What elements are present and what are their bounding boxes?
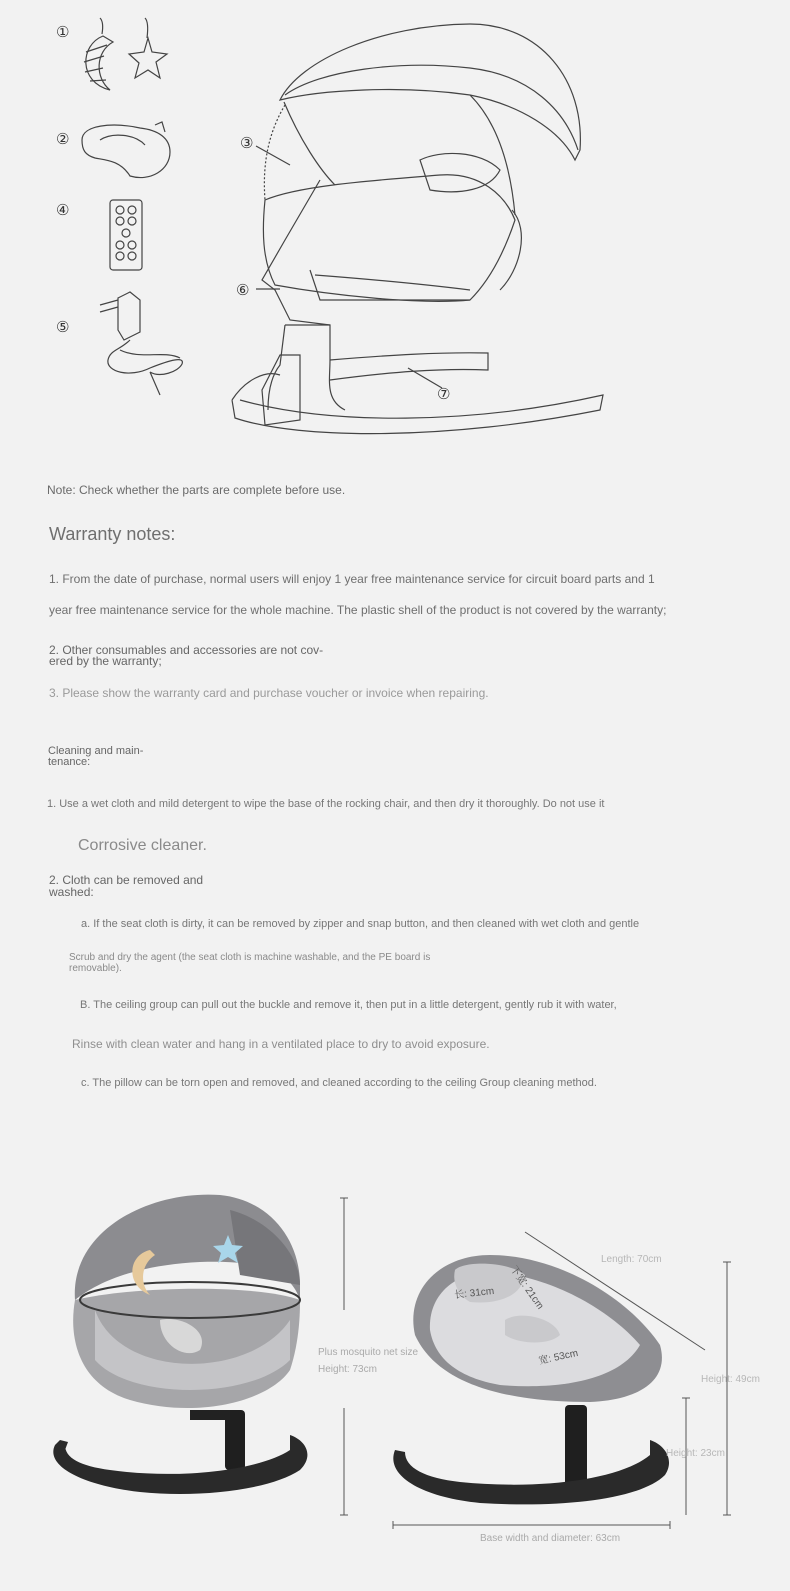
cleaning-item-2-line-1: 2. Cloth can be removed and [49, 873, 204, 887]
parts-check-note: Note: Check whether the parts are complete before use. [47, 483, 346, 497]
length-70-label: Length: 70cm [601, 1254, 662, 1265]
warranty-item-2-line-1: 2. Other consumables and accessories are not cov- [49, 643, 324, 657]
pillow-illustration [82, 122, 170, 178]
seat-length-label: 长: 31cm [453, 1285, 495, 1302]
height-73-label: Height: 73cm [318, 1364, 377, 1375]
seat-bottom-width-label: 下宽: 21cm [507, 1264, 546, 1312]
seat-width-label: 宽: 53cm [537, 1347, 580, 1367]
height-49-label: Height: 49cm [701, 1374, 760, 1385]
mosquito-net-size-label: Plus mosquito net size [318, 1347, 419, 1358]
cleaning-item-a-cont-line-1: Scrub and dry the agent (the seat cloth is machine washable, and the PE board is [69, 952, 431, 963]
cleaning-item-2-line-2: washed: [49, 885, 94, 899]
part-label-5: ⑤ [56, 319, 70, 336]
height-23-label: Height: 23cm [666, 1448, 725, 1459]
part-label-7: ⑦ [437, 386, 451, 403]
part-label-1: ① [56, 24, 70, 41]
rocker-with-canopy-illustration [53, 1195, 307, 1494]
cleaning-item-a: a. If the seat cloth is dirty, it can be removed by zipper and snap button, and then cleaned with wet cloth and gentle [81, 918, 640, 930]
part-label-4: ④ [56, 202, 70, 219]
warranty-item-3: 3. Please show the warranty card and purchase voucher or invoice when repairing. [49, 686, 489, 700]
cleaning-item-c: c. The pillow can be torn open and removed, and cleaned according to the ceiling Group cleaning method. [81, 1077, 597, 1089]
rocker-frame-illustration [232, 24, 603, 434]
warranty-item-1-line-2: year free maintenance service for the whole machine. The plastic shell of the product is not covered by the warranty; [49, 603, 667, 617]
cleaning-title-line-2: tenance: [48, 756, 91, 768]
base-width-label: Base width and diameter: 63cm [480, 1533, 621, 1544]
part-label-2: ② [56, 131, 70, 148]
warranty-item-1-line-1: 1. From the date of purchase, normal users will enjoy 1 year free maintenance service for circuit board parts and 1 [49, 572, 655, 586]
moon-star-toys-illustration [84, 18, 167, 90]
cleaning-title-line-1: Cleaning and main- [48, 745, 144, 757]
warranty-title: Warranty notes: [49, 524, 176, 544]
cleaning-item-a-cont-line-2: removable). [69, 963, 122, 974]
remote-illustration [110, 200, 142, 270]
product-dimension-photos [0, 1180, 790, 1591]
power-adapter-illustration [100, 292, 182, 395]
cleaning-item-b-cont: Rinse with clean water and hang in a ventilated place to dry to avoid exposure. [72, 1037, 490, 1051]
part-label-3: ③ [240, 135, 254, 152]
parts-diagram [0, 0, 790, 460]
cleaning-item-1: 1. Use a wet cloth and mild detergent to wipe the base of the rocking chair, and then dry it thoroughly. Do not use it [47, 798, 605, 810]
part-label-6: ⑥ [236, 282, 250, 299]
corrosive-cleaner-text: Corrosive cleaner. [78, 837, 207, 854]
warranty-item-2-line-2: ered by the warranty; [49, 654, 162, 668]
cleaning-item-b: B. The ceiling group can pull out the buckle and remove it, then put in a little detergent, gently rub it with water, [80, 999, 617, 1011]
